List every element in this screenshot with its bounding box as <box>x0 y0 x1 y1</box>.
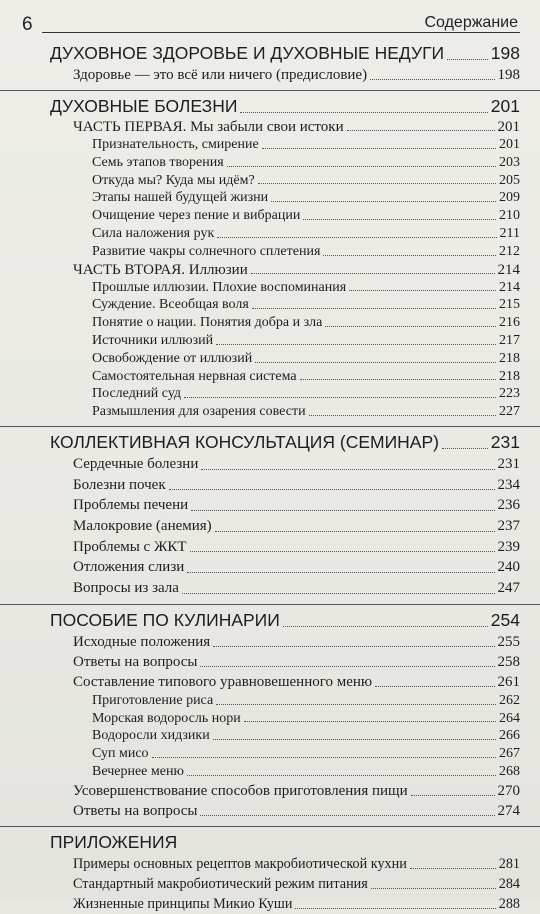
dot-leader <box>200 815 494 816</box>
entry-title: Усовершенствование способов приготовления пищи <box>73 782 408 799</box>
toc-section <box>0 826 540 914</box>
entry-page: 215 <box>499 297 520 313</box>
toc-entry <box>0 874 540 894</box>
dot-leader <box>375 686 494 687</box>
dot-leader <box>251 273 495 274</box>
toc-subentry <box>0 207 540 225</box>
toc-subentry <box>0 350 540 368</box>
entry-title: Болезни почек <box>73 476 166 493</box>
entry-title: Примеры основных рецептов макробиотической кухни <box>73 855 407 872</box>
dot-leader <box>347 130 495 131</box>
dot-leader <box>216 704 496 705</box>
toc-subentry <box>0 154 540 172</box>
entry-page: 201 <box>497 119 520 135</box>
toc-subentry <box>0 189 540 207</box>
entry-title: Стандартный макробиотический режим питания <box>73 875 368 892</box>
entry-page: 203 <box>499 154 520 170</box>
dot-leader <box>252 308 496 309</box>
entry-page: 218 <box>499 350 520 366</box>
dot-leader <box>255 362 496 363</box>
toc-section <box>0 426 540 599</box>
entry-title: Проблемы с ЖКТ <box>73 538 187 555</box>
toc-entry <box>0 781 540 801</box>
entry-page: 214 <box>497 261 520 278</box>
toc-subentry <box>0 368 540 386</box>
dot-leader <box>262 148 496 149</box>
toc-subentry <box>0 136 540 154</box>
dot-leader <box>213 739 496 740</box>
entry-page: 218 <box>499 368 520 384</box>
entry-page: 268 <box>499 763 520 779</box>
dot-leader <box>371 888 496 889</box>
entry-page: 198 <box>490 43 520 63</box>
entry-title: Проблемы печени <box>73 497 189 514</box>
toc-entry <box>0 578 540 599</box>
entry-title: КОЛЛЕКТИВНАЯ КОНСУЛЬТАЦИЯ (СЕМИНАР) <box>50 431 439 452</box>
toc-entry <box>0 632 540 652</box>
entry-page: 209 <box>499 190 520 206</box>
entry-page: 239 <box>497 538 520 555</box>
toc-entry <box>0 454 540 475</box>
entry-page: 254 <box>490 609 520 630</box>
entry-title: ДУХОВНОЕ ЗДОРОВЬЕ И ДУХОВНЫЕ НЕДУГИ <box>50 43 445 63</box>
entry-page: 231 <box>490 431 520 452</box>
dot-leader <box>325 326 496 327</box>
dot-leader <box>215 531 495 532</box>
section-heading <box>0 609 540 632</box>
entry-title: Отложения слизи <box>73 559 185 576</box>
entry-title: Здоровье — это всё или ничего (предисловие) <box>73 67 368 83</box>
dot-leader <box>184 397 496 398</box>
toc-entry <box>0 854 540 874</box>
dot-leader <box>447 59 488 60</box>
page-number: 6 <box>22 14 33 35</box>
section-heading <box>0 95 540 118</box>
entry-page: 231 <box>497 455 520 472</box>
entry-title: ПРИЛОЖЕНИЯ <box>50 831 178 852</box>
entry-title: Понятие о нации. Понятия добра и зла <box>92 315 323 331</box>
entry-page: 255 <box>497 633 520 650</box>
entry-page: 281 <box>498 855 520 872</box>
toc-subentry <box>0 745 540 763</box>
section-heading <box>0 431 540 454</box>
toc-subentry <box>0 279 540 297</box>
dot-leader <box>227 166 496 167</box>
toc-entry <box>0 672 540 692</box>
entry-page: 258 <box>497 653 520 670</box>
entry-title: Суп мисо <box>92 746 149 762</box>
entry-page: 201 <box>499 137 520 152</box>
toc-subentry <box>0 763 540 781</box>
entry-title: ПОСОБИЕ ПО КУЛИНАРИИ <box>50 609 280 630</box>
dot-leader <box>244 721 496 722</box>
dot-leader <box>216 344 496 345</box>
entry-page: 264 <box>499 710 520 726</box>
dot-leader <box>182 593 495 594</box>
dot-leader <box>411 795 495 796</box>
dot-leader <box>240 112 487 113</box>
dot-leader <box>442 448 488 449</box>
dot-leader <box>309 415 496 416</box>
toc-entry <box>0 516 540 537</box>
table-of-contents <box>0 42 540 914</box>
entry-page: 227 <box>499 404 520 420</box>
dot-leader <box>295 908 495 909</box>
toc-entry <box>0 495 540 516</box>
dot-leader <box>217 237 496 238</box>
entry-title: ЧАСТЬ ПЕРВАЯ. Мы забыли свои истоки <box>73 119 344 135</box>
toc-entry <box>0 894 540 914</box>
dot-leader <box>370 79 494 80</box>
entry-title: Суждение. Всеобщая воля <box>92 297 249 313</box>
toc-entry <box>0 475 540 496</box>
entry-page: 214 <box>499 279 520 295</box>
toc-entry <box>0 261 540 279</box>
entry-page: 223 <box>499 386 520 402</box>
section-heading <box>0 831 540 854</box>
toc-subentry <box>0 710 540 728</box>
toc-entry <box>0 65 540 85</box>
toc-section <box>0 604 540 821</box>
dot-leader <box>187 572 494 573</box>
dot-leader <box>410 868 496 869</box>
entry-title: Водоросли хидзики <box>92 728 210 744</box>
toc-section <box>0 42 540 85</box>
entry-page: 266 <box>499 728 520 744</box>
page-header <box>0 0 540 42</box>
dot-leader <box>169 489 495 490</box>
entry-title: Ответы на вопросы <box>73 653 198 670</box>
entry-title: Последний суд <box>92 386 182 402</box>
toc-entry <box>0 652 540 672</box>
entry-page: 284 <box>498 875 520 892</box>
entry-page: 236 <box>497 497 520 514</box>
dot-leader <box>258 183 496 184</box>
entry-title: Очищение через пение и вибрации <box>92 208 301 224</box>
entry-page: 267 <box>499 746 520 762</box>
dot-leader <box>213 646 494 647</box>
entry-title: ЧАСТЬ ВТОРАЯ. Иллюзии <box>73 261 248 278</box>
entry-page: 240 <box>497 559 520 576</box>
entry-title: Этапы нашей будущей жизни <box>92 190 269 206</box>
toc-subentry <box>0 692 540 710</box>
toc-entry <box>0 801 540 821</box>
dot-leader <box>323 255 496 256</box>
toc-entry <box>0 557 540 578</box>
running-title: Содержание <box>424 14 518 31</box>
toc-subentry <box>0 172 540 190</box>
dot-leader <box>349 290 496 291</box>
toc-subentry <box>0 243 540 261</box>
toc-entry <box>0 118 540 136</box>
dot-leader <box>190 551 495 552</box>
toc-subentry <box>0 385 540 403</box>
entry-title: Малокровие (анемия) <box>73 518 212 535</box>
section-heading <box>0 42 540 65</box>
dot-leader <box>303 219 496 220</box>
dot-leader <box>271 201 496 202</box>
entry-title: Исходные положения <box>73 633 211 650</box>
entry-title: Вечернее меню <box>92 763 184 779</box>
header-rule <box>42 32 520 33</box>
entry-title: Источники иллюзий <box>92 332 214 348</box>
dot-leader <box>200 666 494 667</box>
entry-title: Развитие чакры солнечного сплетения <box>92 243 321 259</box>
dot-leader <box>191 510 494 511</box>
toc-subentry <box>0 225 540 243</box>
entry-title: Размышления для озарения совести <box>92 404 306 420</box>
entry-title: ДУХОВНЫЕ БОЛЕЗНИ <box>50 96 238 116</box>
dot-leader <box>201 469 494 470</box>
entry-page: 211 <box>499 225 520 241</box>
entry-title: Освобождение от иллюзий <box>92 350 253 366</box>
entry-page: 217 <box>499 332 520 348</box>
entry-page: 270 <box>497 782 520 799</box>
entry-title: Самостоятельная нервная система <box>92 368 297 384</box>
dot-leader <box>187 775 496 776</box>
entry-page: 274 <box>497 802 520 819</box>
entry-page: 205 <box>499 172 520 188</box>
entry-title: Вопросы из зала <box>73 580 179 597</box>
entry-page: 210 <box>499 208 520 224</box>
entry-title: Составление типового уравновешенного меню <box>73 673 373 690</box>
entry-title: Семь этапов творения <box>92 154 224 170</box>
toc-entry <box>0 537 540 558</box>
entry-page: 261 <box>497 673 520 690</box>
entry-title: Ответы на вопросы <box>73 802 198 819</box>
toc-subentry <box>0 314 540 332</box>
entry-title: Приготовление риса <box>92 692 214 708</box>
entry-page: 201 <box>490 96 520 116</box>
entry-title: Сила наложения рук <box>92 225 215 241</box>
toc-section <box>0 90 540 421</box>
entry-page: 234 <box>497 476 520 493</box>
entry-page: 247 <box>497 580 520 597</box>
toc-subentry <box>0 332 540 350</box>
toc-subentry <box>0 403 540 421</box>
toc-subentry <box>0 727 540 745</box>
entry-page: 212 <box>499 243 520 259</box>
entry-title: Прошлые иллюзии. Плохие воспоминания <box>92 279 347 295</box>
entry-page: 288 <box>498 895 520 912</box>
entry-title: Признательность, смирение <box>92 137 259 152</box>
entry-title: Жизненные принципы Микио Куши <box>73 895 293 912</box>
entry-title: Сердечные болезни <box>73 455 199 472</box>
entry-title: Морская водоросль нори <box>92 710 241 726</box>
entry-page: 216 <box>499 315 520 331</box>
dot-leader <box>152 757 496 758</box>
dot-leader <box>283 626 488 627</box>
entry-page: 198 <box>497 67 520 83</box>
entry-page: 262 <box>499 692 520 708</box>
entry-title: Откуда мы? Куда мы идём? <box>92 172 255 188</box>
toc-subentry <box>0 296 540 314</box>
entry-page: 237 <box>497 518 520 535</box>
dot-leader <box>300 379 496 380</box>
